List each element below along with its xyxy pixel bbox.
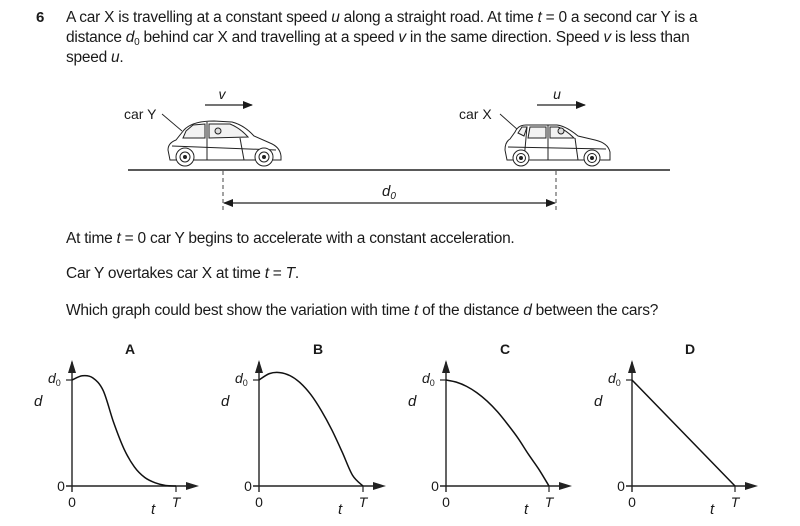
option-label: B bbox=[312, 341, 324, 357]
x-axis-arrowhead bbox=[745, 482, 758, 490]
x-tick-label-T: T bbox=[171, 494, 181, 510]
x-axis-label: t bbox=[151, 501, 156, 518]
x-axis-label: t bbox=[710, 501, 715, 518]
y-axis-arrowhead bbox=[442, 360, 450, 373]
x-tick-label-zero: 0 bbox=[442, 494, 450, 510]
y-tick-label-d0: $d_0$ bbox=[422, 370, 435, 388]
question-prompt-text: Which graph could best show the variation with time t of the distance d between the cars? bbox=[66, 302, 659, 319]
curve-line bbox=[259, 372, 363, 486]
y-tick-label-d0: $d_0$ bbox=[235, 370, 248, 388]
graph-option-d bbox=[594, 341, 758, 518]
question-intro-line-3: speed u. bbox=[66, 49, 124, 66]
speed-v-label: v bbox=[218, 86, 226, 102]
x-axis-arrowhead bbox=[186, 482, 199, 490]
graph-option-a bbox=[34, 341, 199, 518]
graph-option-b bbox=[221, 341, 386, 518]
car-x-label: car X bbox=[459, 106, 492, 122]
curve-line bbox=[446, 380, 549, 486]
option-label: D bbox=[684, 341, 696, 357]
x-tick-label-zero: 0 bbox=[255, 494, 263, 510]
y-axis-label: d bbox=[221, 393, 230, 410]
y-tick-label-d0: $d_0$ bbox=[608, 370, 621, 388]
y-axis-label: d bbox=[594, 393, 603, 410]
y-tick-label-zero: 0 bbox=[431, 478, 439, 494]
x-tick-label-zero: 0 bbox=[628, 494, 636, 510]
question-overtake-text: Car Y overtakes car X at time t = T. bbox=[66, 265, 299, 282]
distance-d0-label: $d_0$ bbox=[382, 183, 396, 202]
question-intro-line-2: distance $d_0$ behind car X and travelling at a speed v in the same direction. Speed v is less than bbox=[66, 29, 690, 48]
x-tick-label-T: T bbox=[544, 494, 554, 510]
y-axis-arrowhead bbox=[628, 360, 636, 373]
y-axis-arrowhead bbox=[68, 360, 76, 373]
x-tick-label-T: T bbox=[358, 494, 368, 510]
x-axis-arrowhead bbox=[373, 482, 386, 490]
question-accelerate-text: At time t = 0 car Y begins to accelerate with a constant acceleration. bbox=[66, 230, 515, 247]
x-axis-arrowhead bbox=[559, 482, 572, 490]
y-tick-label-zero: 0 bbox=[617, 478, 625, 494]
y-tick-label-zero: 0 bbox=[57, 478, 65, 494]
speed-u-label: u bbox=[553, 86, 561, 102]
y-tick-label-d0: $d_0$ bbox=[48, 370, 61, 388]
graph-option-c bbox=[408, 341, 572, 518]
x-axis-label: t bbox=[524, 501, 529, 518]
y-axis-label: d bbox=[408, 393, 417, 410]
y-tick-label-zero: 0 bbox=[244, 478, 252, 494]
car-y-label: car Y bbox=[124, 106, 157, 122]
option-label: A bbox=[124, 341, 136, 357]
x-axis-label: t bbox=[338, 501, 343, 518]
y-axis-arrowhead bbox=[255, 360, 263, 373]
curve-line bbox=[632, 380, 735, 486]
curve-line bbox=[72, 376, 176, 486]
question-number: 6 bbox=[36, 9, 45, 26]
question-intro-line-1: A car X is travelling at a constant speed u along a straight road. At time t = 0 a second car Y is a bbox=[66, 9, 698, 26]
x-tick-label-zero: 0 bbox=[68, 494, 76, 510]
x-tick-label-T: T bbox=[730, 494, 740, 510]
y-axis-label: d bbox=[34, 393, 43, 410]
option-label: C bbox=[499, 341, 511, 357]
